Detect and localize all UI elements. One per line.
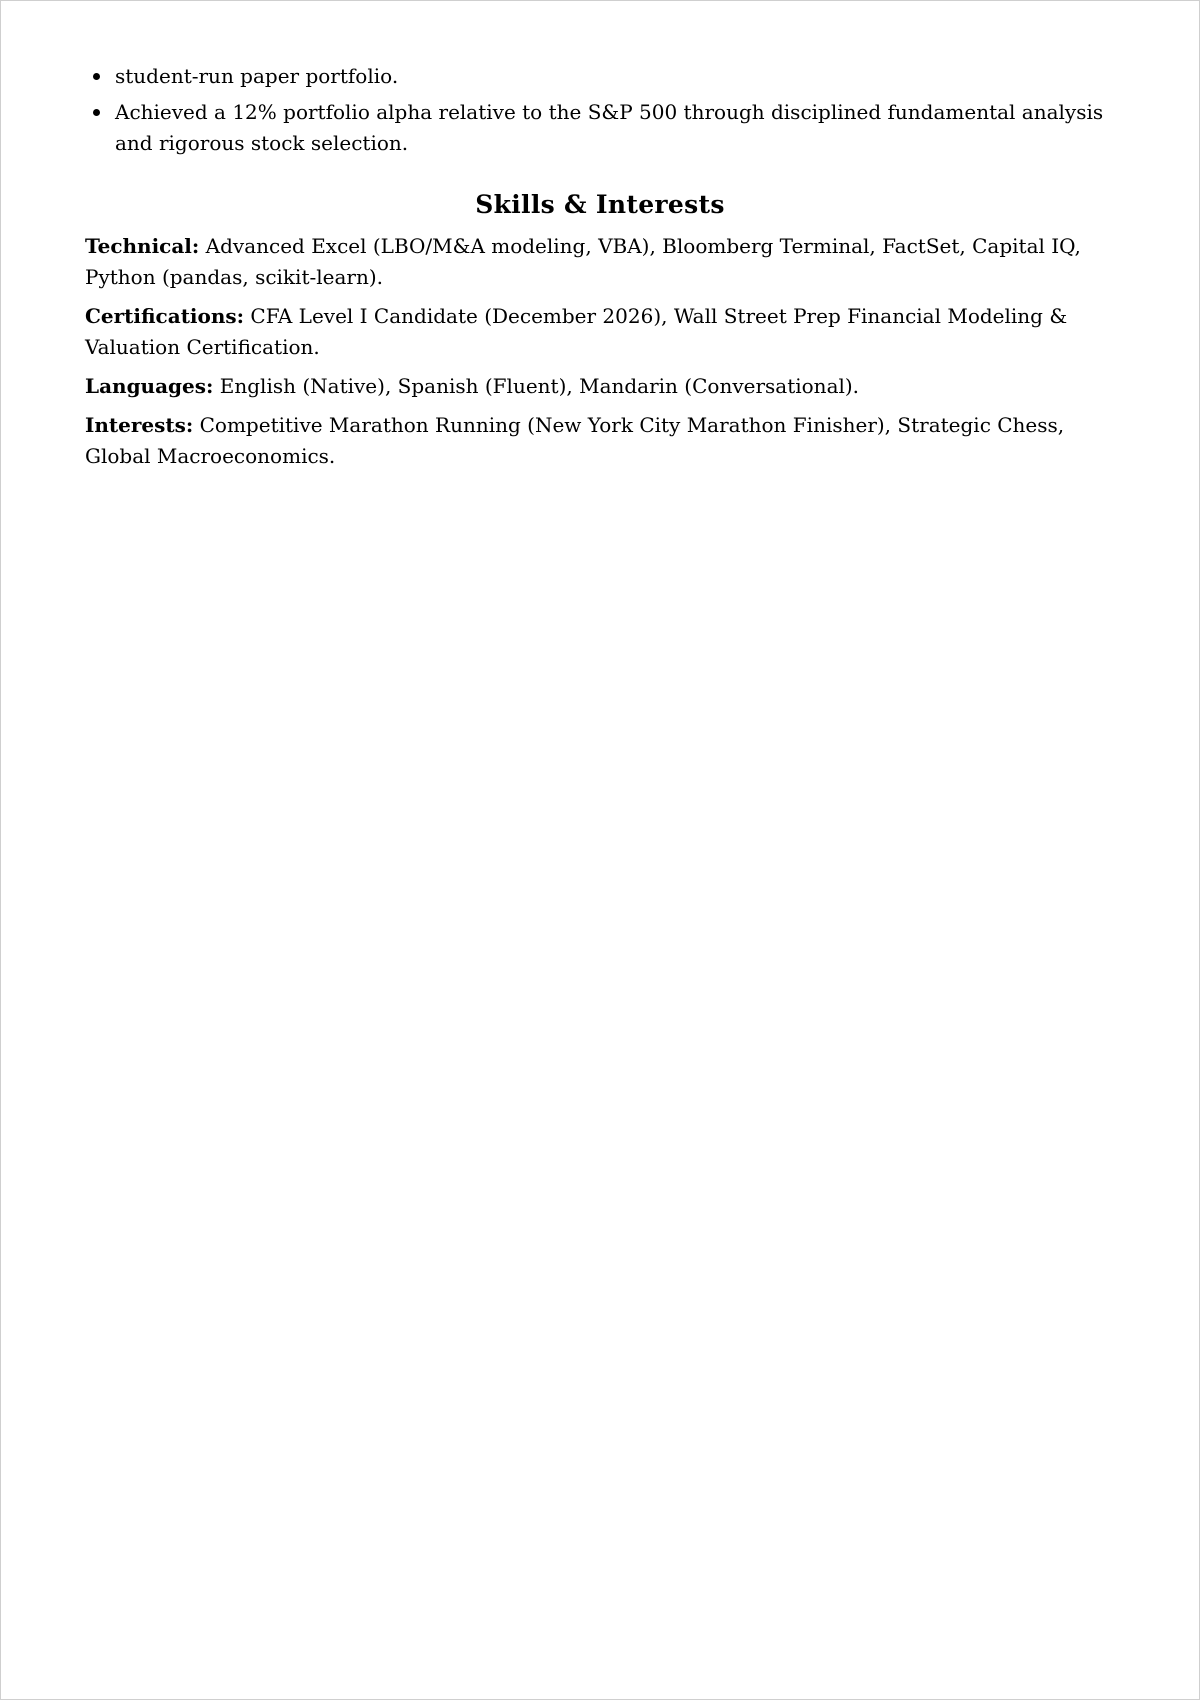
- bullet-text: Achieved a 12% portfolio alpha relative to the S&P 500 through disciplined fundamental analysis and rigorous stock selection.: [115, 100, 1104, 155]
- skill-row-languages: [85, 371, 1115, 402]
- experience-bullet-list: [85, 61, 1115, 159]
- experience-bullet: [85, 97, 1115, 159]
- document-content: [85, 61, 1115, 480]
- skills-section-heading: Skills & Interests: [475, 190, 725, 219]
- skill-row-technical: [85, 231, 1115, 293]
- skill-row-interests: [85, 410, 1115, 472]
- experience-bullet: [85, 61, 1115, 92]
- skill-label: Certifications:: [85, 304, 245, 328]
- skill-value: CFA Level I Candidate (December 2026), Wall Street Prep Financial Modeling & Valuation Certification.: [85, 304, 1068, 359]
- skill-value: Competitive Marathon Running (New York City Marathon Finisher), Strategic Chess, Global Macroeconomics.: [85, 413, 1065, 468]
- bullet-icon: [93, 73, 100, 80]
- skill-label: Technical:: [85, 234, 200, 258]
- skill-label: Interests:: [85, 413, 194, 437]
- skill-value: English (Native), Spanish (Fluent), Mandarin (Conversational).: [219, 374, 860, 398]
- bullet-icon: [93, 109, 100, 116]
- skill-label: Languages:: [85, 374, 214, 398]
- skill-row-certifications: [85, 301, 1115, 363]
- bullet-text: student-run paper portfolio.: [115, 64, 399, 88]
- skill-value: Advanced Excel (LBO/M&A modeling, VBA), Bloomberg Terminal, FactSet, Capital IQ, Python (pandas, scikit-learn).: [85, 234, 1081, 289]
